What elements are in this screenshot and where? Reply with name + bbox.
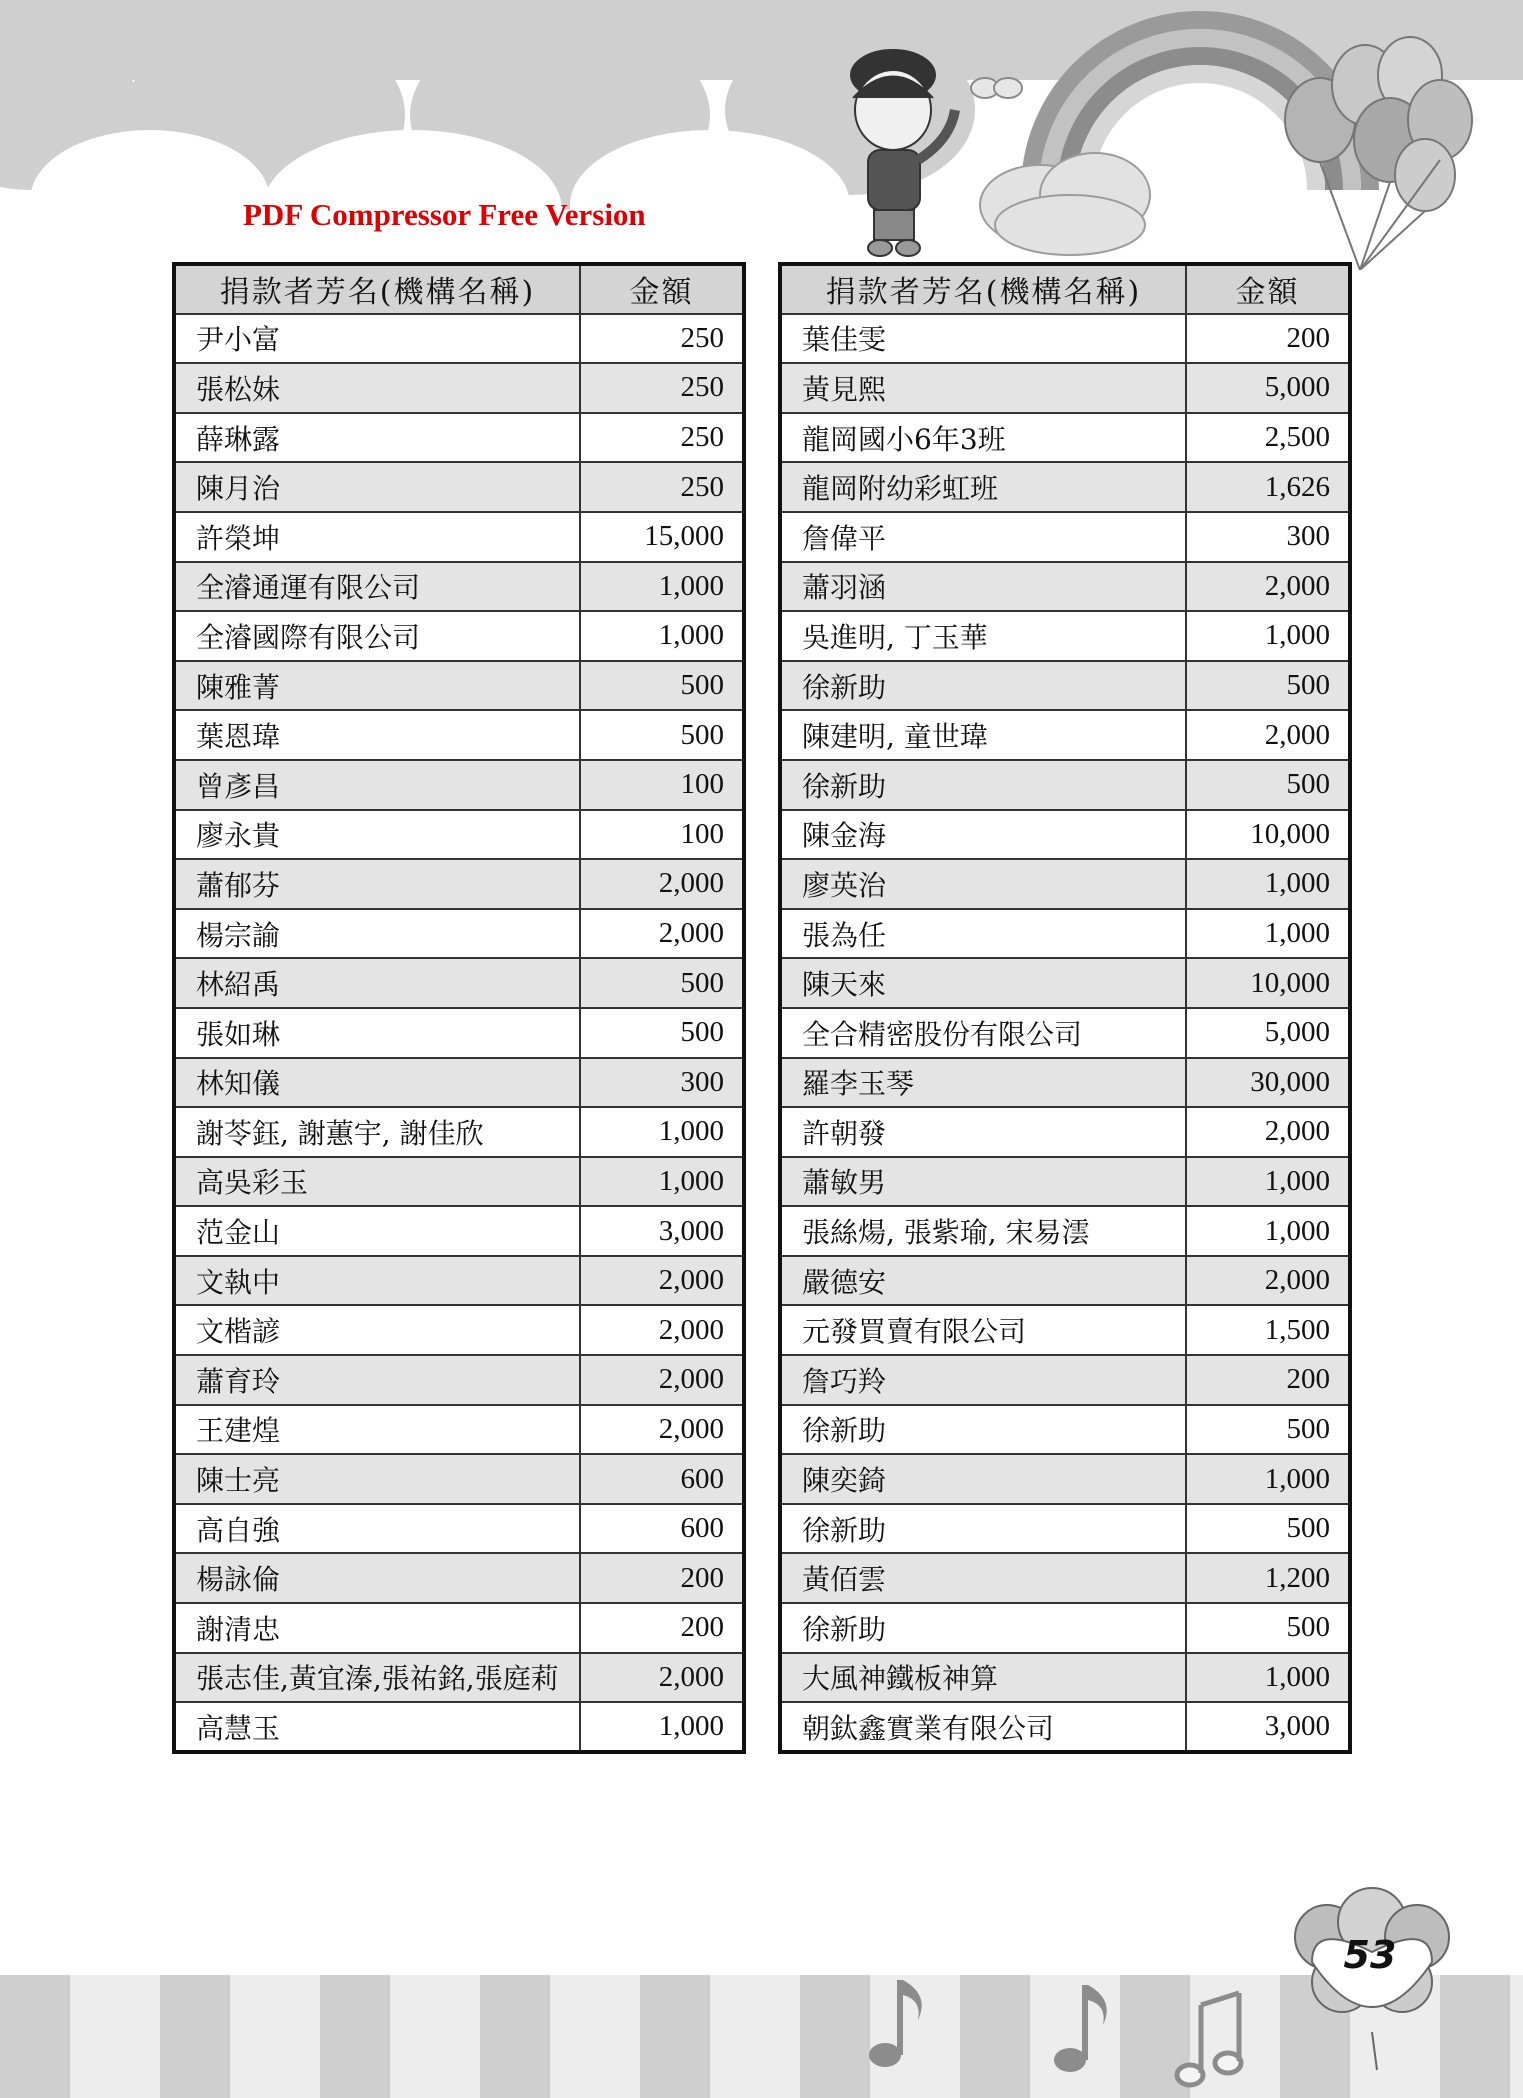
table-row — [780, 1157, 1350, 1207]
table-row — [780, 760, 1350, 810]
table-row — [780, 1553, 1350, 1603]
page-number: 53 — [1343, 1933, 1397, 1977]
donor-name-cell: 全濬通運有限公司 — [174, 562, 580, 612]
table-row — [780, 1008, 1350, 1058]
donation-amount-cell: 10,000 — [1186, 810, 1350, 860]
donor-name-cell: 許朝發 — [780, 1107, 1186, 1157]
table-row — [174, 611, 744, 661]
donation-amount-cell: 600 — [580, 1454, 744, 1504]
donor-name-cell: 謝清忠 — [174, 1603, 580, 1653]
donation-amount-cell: 500 — [580, 958, 744, 1008]
table-row — [174, 314, 744, 364]
donor-name-cell: 徐新助 — [780, 1603, 1186, 1653]
table-row — [780, 958, 1350, 1008]
table-row — [174, 363, 744, 413]
donor-name-cell: 張松妹 — [174, 363, 580, 413]
donor-name-cell: 陳雅菁 — [174, 661, 580, 711]
table-row — [174, 1454, 744, 1504]
donor-name-cell: 王建煌 — [174, 1405, 580, 1455]
table-row — [780, 1702, 1350, 1752]
table-row — [174, 1107, 744, 1157]
column-header-amount: 金額 — [1186, 264, 1350, 314]
table-row — [780, 1454, 1350, 1504]
donation-amount-cell: 2,000 — [580, 1256, 744, 1306]
donation-amount-cell: 600 — [580, 1504, 744, 1554]
donation-amount-cell: 3,000 — [1186, 1702, 1350, 1752]
table-row — [780, 314, 1350, 364]
donation-amount-cell: 500 — [580, 710, 744, 760]
donor-name-cell: 曾彥昌 — [174, 760, 580, 810]
donor-name-cell: 蕭羽涵 — [780, 562, 1186, 612]
table-row — [780, 1355, 1350, 1405]
table-row — [174, 1355, 744, 1405]
donor-name-cell: 徐新助 — [780, 661, 1186, 711]
donor-name-cell: 許榮坤 — [174, 512, 580, 562]
donor-name-cell: 徐新助 — [780, 760, 1186, 810]
donation-amount-cell: 1,000 — [580, 562, 744, 612]
donor-name-cell: 大風神鐵板神算 — [780, 1653, 1186, 1703]
donor-name-cell: 文執中 — [174, 1256, 580, 1306]
donation-amount-cell: 1,626 — [1186, 462, 1350, 512]
table-row — [780, 1058, 1350, 1108]
donor-name-cell: 元發買賣有限公司 — [780, 1305, 1186, 1355]
donor-table-right — [778, 262, 1352, 1754]
table-row — [174, 1008, 744, 1058]
donation-amount-cell: 2,000 — [580, 1653, 744, 1703]
donor-name-cell: 廖永貴 — [174, 810, 580, 860]
table-row — [780, 462, 1350, 512]
donation-amount-cell: 1,000 — [580, 1702, 744, 1752]
donor-name-cell: 林知儀 — [174, 1058, 580, 1108]
table-row — [780, 512, 1350, 562]
donation-amount-cell: 1,000 — [580, 1157, 744, 1207]
donor-name-cell: 薛琳露 — [174, 413, 580, 463]
table-row — [174, 1256, 744, 1306]
donation-amount-cell: 300 — [580, 1058, 744, 1108]
table-row — [780, 1256, 1350, 1306]
donor-name-cell: 高吳彩玉 — [174, 1157, 580, 1207]
table-row — [174, 661, 744, 711]
table-row — [174, 1305, 744, 1355]
donation-amount-cell: 250 — [580, 314, 744, 364]
table-row — [780, 413, 1350, 463]
table-row — [174, 909, 744, 959]
table-row — [174, 462, 744, 512]
donation-amount-cell: 500 — [580, 1008, 744, 1058]
donation-amount-cell: 2,000 — [580, 1305, 744, 1355]
donation-amount-cell: 500 — [1186, 760, 1350, 810]
heart-balloon-icon — [1282, 1882, 1462, 2072]
table-row — [780, 710, 1350, 760]
donor-name-cell: 龍岡附幼彩虹班 — [780, 462, 1186, 512]
donation-amount-cell: 2,000 — [1186, 1107, 1350, 1157]
donor-name-cell: 黃見熙 — [780, 363, 1186, 413]
donor-name-cell: 高慧玉 — [174, 1702, 580, 1752]
donor-name-cell: 范金山 — [174, 1206, 580, 1256]
table-header-row — [780, 264, 1350, 314]
table-row — [780, 661, 1350, 711]
donation-amount-cell: 1,000 — [1186, 611, 1350, 661]
donation-amount-cell: 2,000 — [1186, 710, 1350, 760]
donation-amount-cell: 500 — [1186, 1603, 1350, 1653]
table-row — [174, 710, 744, 760]
donor-table-left — [172, 262, 746, 1754]
donation-amount-cell: 2,500 — [1186, 413, 1350, 463]
donation-amount-cell: 3,000 — [580, 1206, 744, 1256]
table-row — [174, 413, 744, 463]
donation-amount-cell: 200 — [580, 1603, 744, 1653]
table-row — [780, 859, 1350, 909]
donor-name-cell: 張為任 — [780, 909, 1186, 959]
table-row — [174, 1603, 744, 1653]
donation-amount-cell: 100 — [580, 760, 744, 810]
donation-amount-cell: 300 — [1186, 512, 1350, 562]
donation-amount-cell: 500 — [1186, 661, 1350, 711]
donor-name-cell: 文楷諺 — [174, 1305, 580, 1355]
donor-name-cell: 蕭敏男 — [780, 1157, 1186, 1207]
donation-amount-cell: 5,000 — [1186, 363, 1350, 413]
donor-name-cell: 林紹禹 — [174, 958, 580, 1008]
donor-name-cell: 廖英治 — [780, 859, 1186, 909]
donor-name-cell: 蕭郁芬 — [174, 859, 580, 909]
donor-name-cell: 葉佳雯 — [780, 314, 1186, 364]
donor-name-cell: 陳月治 — [174, 462, 580, 512]
table-row — [780, 1504, 1350, 1554]
table-row — [174, 1553, 744, 1603]
donation-amount-cell: 200 — [580, 1553, 744, 1603]
donation-amount-cell: 1,000 — [1186, 1653, 1350, 1703]
table-row — [174, 810, 744, 860]
donor-name-cell: 張志佳,黃宜溱,張祐銘,張庭莉 — [174, 1653, 580, 1703]
donation-amount-cell: 500 — [1186, 1405, 1350, 1455]
donation-amount-cell: 500 — [1186, 1504, 1350, 1554]
donor-name-cell: 謝苓鈺, 謝蕙宇, 謝佳欣 — [174, 1107, 580, 1157]
donor-name-cell: 葉恩瑋 — [174, 710, 580, 760]
table-row — [174, 859, 744, 909]
donor-name-cell: 羅李玉琴 — [780, 1058, 1186, 1108]
table-row — [174, 1702, 744, 1752]
donation-amount-cell: 2,000 — [580, 1355, 744, 1405]
donation-amount-cell: 10,000 — [1186, 958, 1350, 1008]
column-header-amount: 金額 — [580, 264, 744, 314]
donor-name-cell: 陳奕錡 — [780, 1454, 1186, 1504]
column-header-name: 捐款者芳名(機構名稱) — [780, 264, 1186, 314]
butterfly-icon — [971, 78, 1022, 98]
donor-name-cell: 黃佰雲 — [780, 1553, 1186, 1603]
donation-amount-cell: 1,000 — [1186, 859, 1350, 909]
donor-name-cell: 全濬國際有限公司 — [174, 611, 580, 661]
donation-amount-cell: 250 — [580, 462, 744, 512]
donor-name-cell: 朝鈦鑫實業有限公司 — [780, 1702, 1186, 1752]
table-row — [174, 1504, 744, 1554]
table-row — [780, 1305, 1350, 1355]
donation-amount-cell: 1,000 — [1186, 1206, 1350, 1256]
donor-name-cell: 吳進明, 丁玉華 — [780, 611, 1186, 661]
table-row — [780, 810, 1350, 860]
donation-amount-cell: 2,000 — [1186, 1256, 1350, 1306]
donation-amount-cell: 200 — [1186, 314, 1350, 364]
table-row — [174, 1653, 744, 1703]
donor-name-cell: 張如琳 — [174, 1008, 580, 1058]
donation-amount-cell: 1,000 — [1186, 1454, 1350, 1504]
donation-amount-cell: 15,000 — [580, 512, 744, 562]
donor-name-cell: 楊詠倫 — [174, 1553, 580, 1603]
donor-name-cell: 楊宗諭 — [174, 909, 580, 959]
donor-name-cell: 尹小富 — [174, 314, 580, 364]
table-header-row — [174, 264, 744, 314]
donor-name-cell: 龍岡國小6年3班 — [780, 413, 1186, 463]
table-row — [780, 1107, 1350, 1157]
donor-name-cell: 陳金海 — [780, 810, 1186, 860]
table-row — [174, 760, 744, 810]
donor-name-cell: 高自強 — [174, 1504, 580, 1554]
table-row — [174, 1157, 744, 1207]
donor-name-cell: 陳士亮 — [174, 1454, 580, 1504]
donor-name-cell: 徐新助 — [780, 1504, 1186, 1554]
table-row — [780, 611, 1350, 661]
donation-amount-cell: 1,000 — [1186, 909, 1350, 959]
table-row — [780, 909, 1350, 959]
watermark-text: PDF Compressor Free Version — [243, 197, 646, 232]
header-decoration — [0, 0, 1523, 270]
donor-name-cell: 陳建明, 童世瑋 — [780, 710, 1186, 760]
cloud-icon — [980, 153, 1150, 255]
table-row — [174, 1058, 744, 1108]
donor-name-cell: 徐新助 — [780, 1405, 1186, 1455]
donation-amount-cell: 250 — [580, 413, 744, 463]
donation-amount-cell: 100 — [580, 810, 744, 860]
table-row — [780, 1405, 1350, 1455]
donation-amount-cell: 1,500 — [1186, 1305, 1350, 1355]
donor-name-cell: 張絲煬, 張紫瑜, 宋易澐 — [780, 1206, 1186, 1256]
table-row — [174, 562, 744, 612]
table-row — [174, 1206, 744, 1256]
donation-amount-cell: 1,200 — [1186, 1553, 1350, 1603]
donor-name-cell: 蕭育玲 — [174, 1355, 580, 1405]
donor-name-cell: 陳天來 — [780, 958, 1186, 1008]
donation-amount-cell: 2,000 — [580, 909, 744, 959]
donor-name-cell: 詹巧羚 — [780, 1355, 1186, 1405]
table-row — [174, 1405, 744, 1455]
donation-amount-cell: 250 — [580, 363, 744, 413]
column-header-name: 捐款者芳名(機構名稱) — [174, 264, 580, 314]
table-row — [780, 363, 1350, 413]
table-row — [780, 1603, 1350, 1653]
donor-name-cell: 嚴德安 — [780, 1256, 1186, 1306]
table-row — [174, 512, 744, 562]
donation-amount-cell: 1,000 — [580, 1107, 744, 1157]
donation-amount-cell: 5,000 — [1186, 1008, 1350, 1058]
table-row — [780, 1206, 1350, 1256]
donation-amount-cell: 200 — [1186, 1355, 1350, 1405]
donor-name-cell: 全合精密股份有限公司 — [780, 1008, 1186, 1058]
donation-amount-cell: 2,000 — [580, 859, 744, 909]
table-row — [780, 1653, 1350, 1703]
donor-name-cell: 詹偉平 — [780, 512, 1186, 562]
donation-amount-cell: 1,000 — [1186, 1157, 1350, 1207]
table-row — [174, 958, 744, 1008]
donation-amount-cell: 2,000 — [580, 1405, 744, 1455]
donation-amount-cell: 500 — [580, 661, 744, 711]
donation-amount-cell: 2,000 — [1186, 562, 1350, 612]
donation-amount-cell: 1,000 — [580, 611, 744, 661]
table-row — [780, 562, 1350, 612]
donation-amount-cell: 30,000 — [1186, 1058, 1350, 1108]
